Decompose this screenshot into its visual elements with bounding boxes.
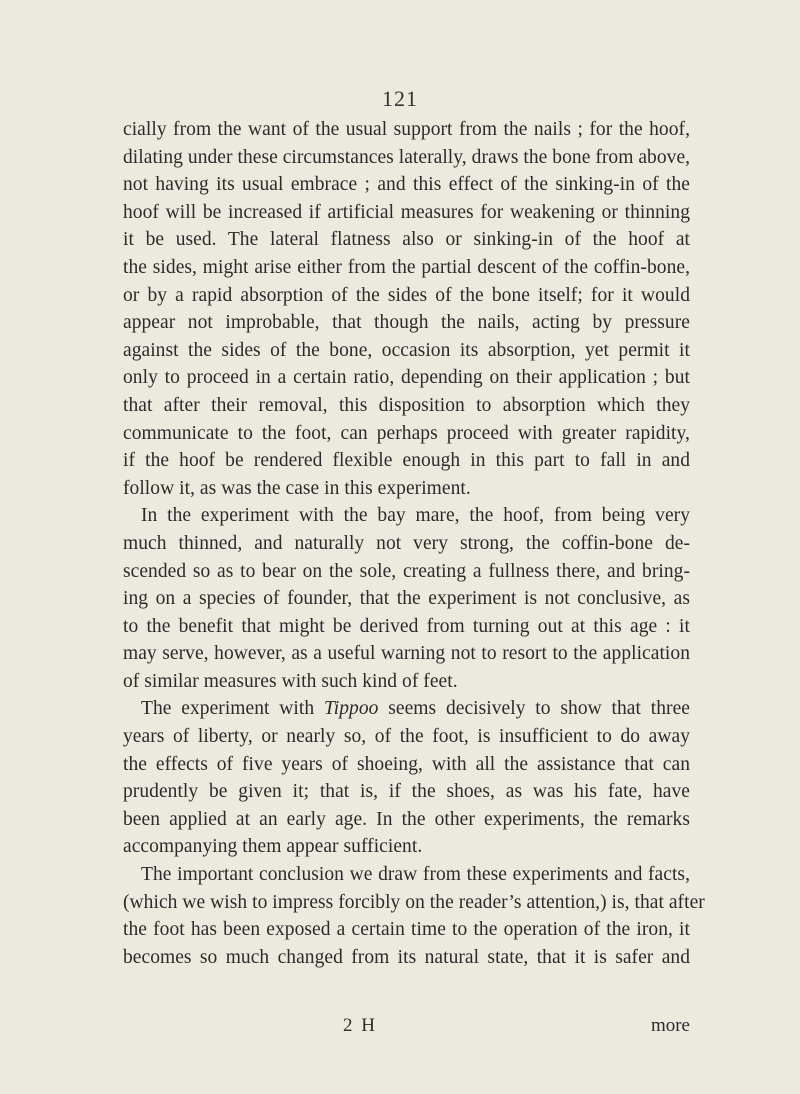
text-line: of similar measures with such kind of feet. — [123, 670, 458, 692]
text-line: the sides, might arise either from the partial descent of the coffin-bone, — [123, 256, 690, 278]
text-line: follow it, as was the case in this experiment. — [123, 477, 471, 499]
body-text — [123, 116, 705, 971]
page-number: 121 — [382, 86, 418, 111]
text-line: communicate to the foot, can perhaps proceed with greater rapidity, — [123, 422, 690, 444]
text-line: against the sides of the bone, occasion its absorption, yet permit it — [123, 339, 690, 361]
signature-mark: 2 H — [343, 1015, 377, 1036]
text-line: if the hoof be rendered flexible enough in this part to fall in and — [123, 450, 690, 472]
text-line: years of liberty, or nearly so, of the foot, is insufficient to do away — [123, 726, 690, 748]
text-line: or by a rapid absorption of the sides of the bone itself; for it would — [123, 284, 690, 306]
text-line: it be used. The lateral flatness also or sinking-in of the hoof at — [123, 229, 690, 251]
text-line — [123, 695, 690, 723]
text-line: cially from the want of the usual support from the nails ; for the hoof, — [123, 119, 690, 140]
page-footer — [123, 1013, 690, 1039]
text-segment: The experiment with — [141, 698, 324, 720]
text-line: to the benefit that might be derived from turning out at this age : it — [123, 615, 690, 637]
text-line: dilating under these circumstances laterally, draws the bone from above, — [123, 146, 691, 168]
catchword: more — [650, 1015, 690, 1036]
text-line: not having its usual embrace ; and this effect of the sinking-in of the — [123, 174, 690, 196]
text-line: hoof will be increased if artificial measures for weakening or thinning — [123, 201, 690, 223]
italic-name: Tippoo — [323, 698, 379, 720]
text-segment: seems decisively to show that three — [378, 698, 691, 720]
text-line: prudently be given it; that is, if the shoes, as was his fate, have — [123, 781, 690, 803]
text-line: only to proceed in a certain ratio, depending on their application ; but — [123, 367, 690, 389]
text-line: may serve, however, as a useful warning not to resort to the application — [123, 643, 690, 665]
text-line: appear not improbable, that though the nails, acting by pressure — [123, 312, 690, 334]
text-line: the foot has been exposed a certain time to the operation of the iron, it — [123, 919, 690, 941]
text-line: ing on a species of founder, that the experiment is not conclusive, as — [123, 588, 690, 610]
text-line: accompanying them appear sufficient. — [123, 836, 423, 858]
text-line: In the experiment with the bay mare, the hoof, from being very — [141, 505, 690, 527]
text-line: scended so as to bear on the sole, creating a fullness there, and bring- — [123, 560, 690, 582]
text-line: The important conclusion we draw from these experiments and facts, — [141, 864, 690, 886]
text-line: been applied at an early age. In the other experiments, the remarks — [123, 808, 690, 830]
text-line: that after their removal, this disposition to absorption which they — [123, 394, 690, 416]
text-line: the effects of five years of shoeing, with all the assistance that can — [123, 753, 690, 775]
text-line: becomes so much changed from its natural state, that it is safer and — [123, 946, 690, 968]
text-line: much thinned, and naturally not very strong, the coffin-bone de- — [123, 532, 690, 554]
text-line: (which we wish to impress forcibly on the reader’s attention,) is, that after — [123, 891, 705, 913]
